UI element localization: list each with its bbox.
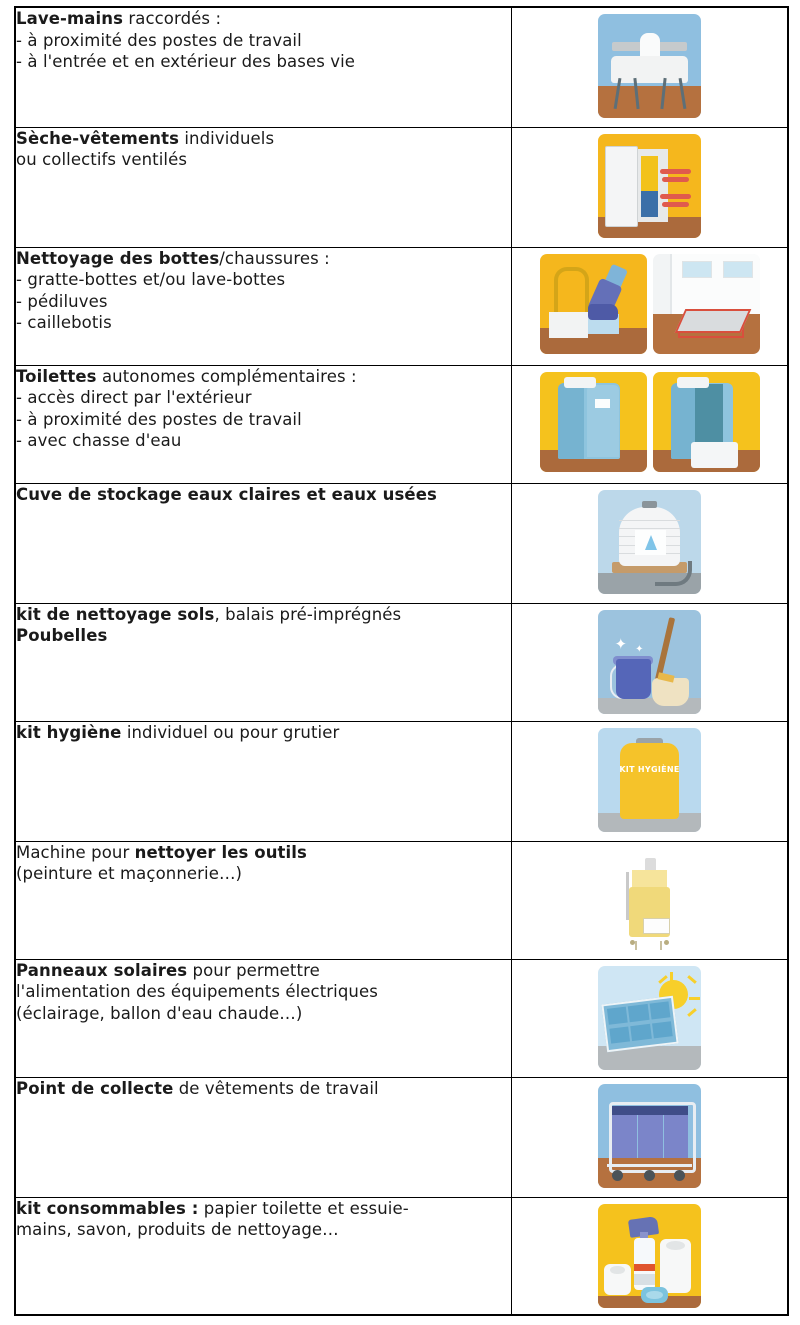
text-line xyxy=(16,430,511,452)
solar-panel-shape xyxy=(602,996,679,1052)
table-row xyxy=(15,959,788,1077)
image-group xyxy=(512,8,787,124)
text-rest: , balais pré-imprégnés xyxy=(214,604,402,624)
table-row xyxy=(15,721,788,841)
text-rest: - à l'entrée et en extérieur des bases vie xyxy=(16,52,356,71)
row-text-cell xyxy=(15,721,512,841)
text-rest: ou collectifs ventilés xyxy=(16,150,188,169)
row-image-cell xyxy=(512,1077,789,1197)
row-text-cell xyxy=(15,1197,512,1315)
row-text-cell xyxy=(15,959,512,1077)
row-image-cell xyxy=(512,603,789,721)
table-row xyxy=(15,247,788,365)
text-bold: nettoyer les outils xyxy=(134,842,307,862)
text-bold: Cuve de stockage eaux claires et eaux usées xyxy=(16,484,437,504)
row-image-cell xyxy=(512,247,789,365)
text-bold: Panneaux solaires xyxy=(16,960,188,980)
row-image-cell xyxy=(512,959,789,1077)
text-line xyxy=(16,128,511,150)
row-image-cell xyxy=(512,721,789,841)
image-group xyxy=(512,960,787,1076)
text-rest: - à proximité des postes de travail xyxy=(16,30,302,50)
table-row xyxy=(15,365,788,483)
text-line xyxy=(16,8,511,30)
table-row xyxy=(15,127,788,247)
text-line xyxy=(16,248,511,270)
hygiene-kit-bag-image xyxy=(598,728,701,832)
image-group xyxy=(512,248,787,360)
text-bold: Toilettes xyxy=(16,366,97,386)
image-group xyxy=(512,366,787,478)
sparkle-icon: ✦ xyxy=(614,634,628,653)
text-rest: de vêtements de travail xyxy=(173,1078,379,1098)
text-line xyxy=(16,1003,511,1025)
text-line xyxy=(16,51,511,73)
text-bold: Sèche-vêtements xyxy=(16,128,180,148)
text-line xyxy=(16,981,511,1003)
image-group xyxy=(512,842,787,958)
text-rest: autonomes complémentaires : xyxy=(96,366,357,386)
image-group xyxy=(512,484,787,600)
table-row xyxy=(15,1077,788,1197)
text-rest: mains, savon, produits de nettoyage… xyxy=(16,1220,339,1239)
text-bold: kit consommables : xyxy=(16,1198,199,1218)
text-line xyxy=(16,484,511,506)
text-rest: raccordés : xyxy=(123,9,222,28)
portable-toilet-open-image xyxy=(653,372,760,472)
text-line xyxy=(16,625,511,647)
water-drop-icon xyxy=(635,530,666,555)
text-rest: (peinture et maçonnerie…) xyxy=(16,864,243,883)
text-rest: individuel ou pour grutier xyxy=(121,722,340,742)
text-rest: l'alimentation des équipements électriques xyxy=(16,982,378,1001)
table-row xyxy=(15,7,788,127)
row-image-cell xyxy=(512,1197,789,1315)
row-image-cell xyxy=(512,841,789,959)
text-line xyxy=(16,604,511,626)
text-rest: - caillebotis xyxy=(16,313,112,332)
row-image-cell xyxy=(512,7,789,127)
table-row xyxy=(15,483,788,603)
table-row xyxy=(15,1197,788,1315)
row-text-cell xyxy=(15,7,512,127)
tool-cleaning-machine-image xyxy=(598,848,701,952)
consumables-kit-image xyxy=(598,1204,701,1308)
text-rest: /chaussures : xyxy=(219,248,330,268)
text-bold: Nettoyage des bottes xyxy=(16,248,220,268)
text-rest: - avec chasse d'eau xyxy=(16,431,182,450)
text-line xyxy=(16,1078,511,1100)
portable-toilet-closed-image xyxy=(540,372,647,472)
row-text-cell xyxy=(15,603,512,721)
hygiene-kit-label: KIT HYGIÈNE xyxy=(619,764,680,774)
text-line xyxy=(16,269,511,291)
row-image-cell xyxy=(512,365,789,483)
text-bold: kit de nettoyage sols xyxy=(16,604,215,624)
image-group xyxy=(512,722,787,838)
row-image-cell xyxy=(512,483,789,603)
text-line xyxy=(16,960,511,982)
duckboard-grating-image xyxy=(653,254,760,354)
image-group xyxy=(512,128,787,244)
laundry-collection-cart-image xyxy=(598,1084,701,1188)
sparkle-icon: ✦ xyxy=(635,643,644,655)
table-row xyxy=(15,603,788,721)
row-image-cell xyxy=(512,127,789,247)
equipment-table xyxy=(14,6,789,1316)
text-rest: papier toilette et essuie- xyxy=(198,1198,409,1218)
row-text-cell xyxy=(15,483,512,603)
text-rest: pour permettre xyxy=(187,960,320,980)
text-line xyxy=(16,722,511,744)
text-bold: kit hygiène xyxy=(16,722,122,742)
text-rest: Machine pour xyxy=(16,842,135,862)
text-rest: - à proximité des postes de travail xyxy=(16,409,302,429)
text-line xyxy=(16,1198,511,1220)
row-text-cell xyxy=(15,1077,512,1197)
text-rest: - gratte-bottes et/ou lave-bottes xyxy=(16,270,286,289)
image-group xyxy=(512,1198,787,1314)
text-bold: Poubelles xyxy=(16,626,108,645)
row-text-cell xyxy=(15,247,512,365)
text-line xyxy=(16,409,511,431)
text-bold: Lave-mains xyxy=(16,9,123,28)
table-row xyxy=(15,841,788,959)
boot-washer-image xyxy=(540,254,647,354)
text-line xyxy=(16,387,511,409)
text-line xyxy=(16,312,511,334)
text-rest: - accès direct par l'extérieur xyxy=(16,388,252,407)
text-line xyxy=(16,30,511,52)
row-text-cell xyxy=(15,365,512,483)
solar-panel-image xyxy=(598,966,701,1070)
image-group xyxy=(512,1078,787,1194)
row-text-cell xyxy=(15,127,512,247)
text-line xyxy=(16,863,511,885)
text-bold: Point de collecte xyxy=(16,1078,174,1098)
hand-washing-station-image xyxy=(598,14,701,118)
water-storage-tank-image xyxy=(598,490,701,594)
image-group xyxy=(512,604,787,720)
text-rest: individuels xyxy=(179,128,275,148)
table-body xyxy=(15,7,788,1315)
text-line xyxy=(16,1219,511,1241)
text-rest: (éclairage, ballon d'eau chaude…) xyxy=(16,1003,303,1023)
text-line xyxy=(16,149,511,171)
text-line xyxy=(16,842,511,864)
row-text-cell xyxy=(15,841,512,959)
text-rest: - pédiluves xyxy=(16,291,108,311)
drying-locker-image xyxy=(598,134,701,238)
text-line xyxy=(16,291,511,313)
text-line xyxy=(16,366,511,388)
bucket-and-mop-image xyxy=(598,610,701,714)
